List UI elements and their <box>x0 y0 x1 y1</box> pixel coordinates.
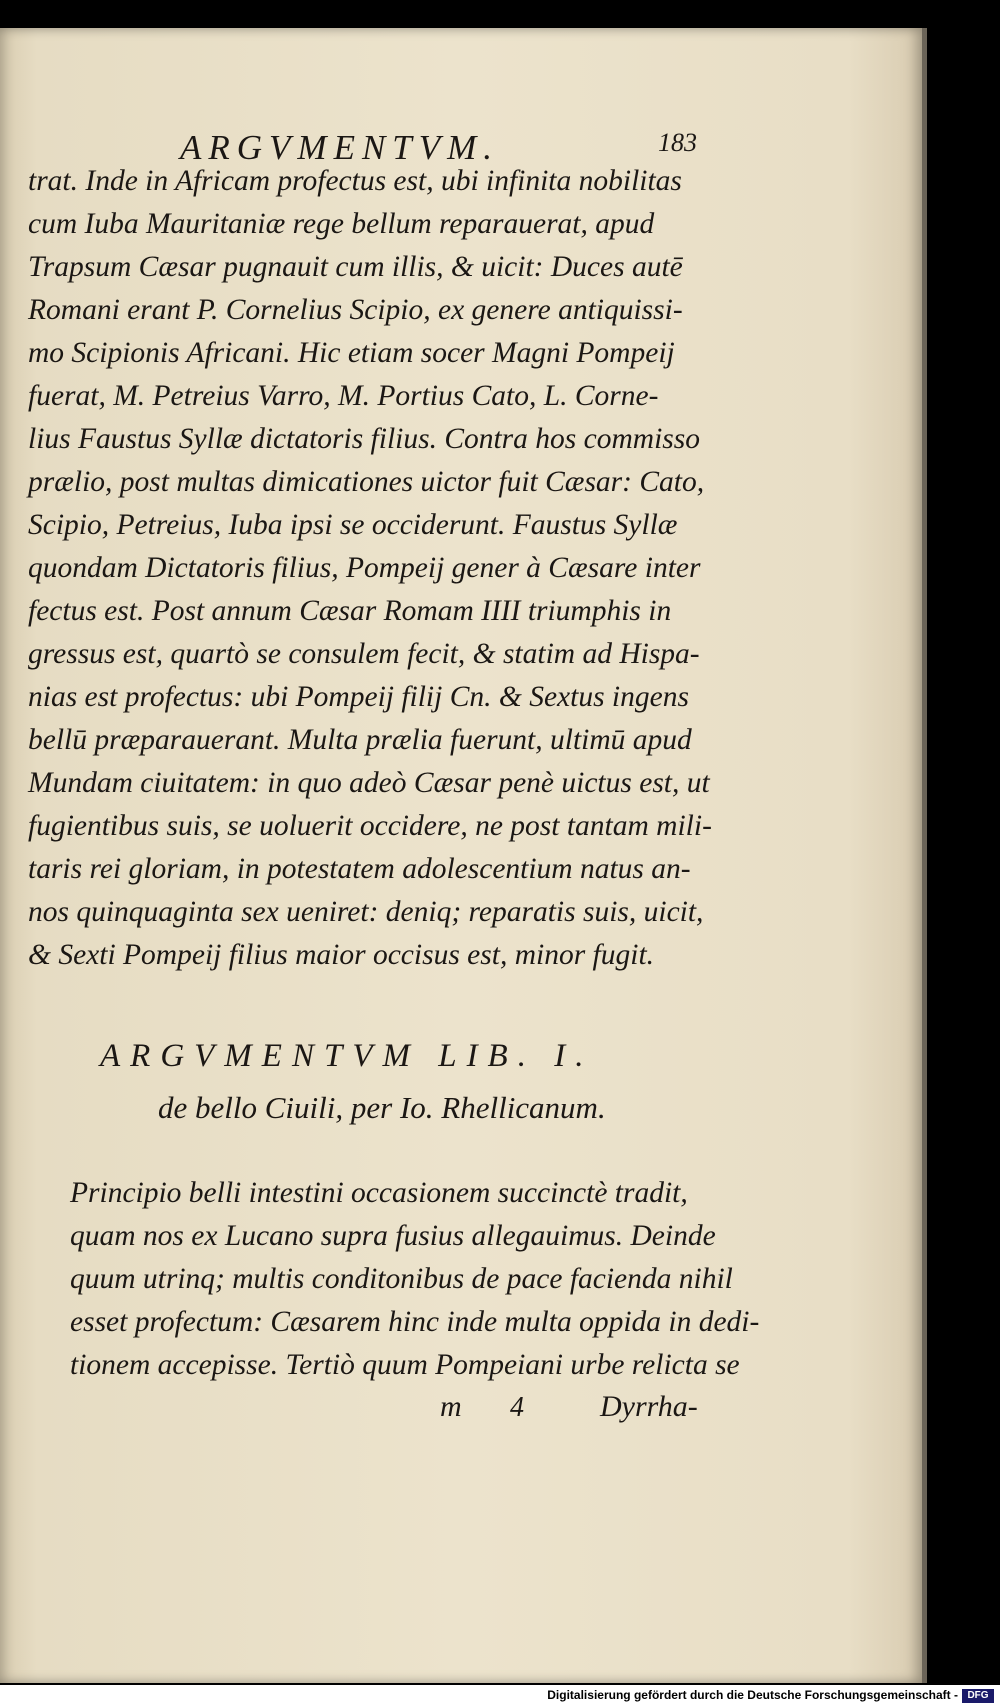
text-line: Trapsum Cæsar pugnauit cum illis, & uicit: Duces autē <box>28 251 683 283</box>
text-line: Romani erant P. Cornelius Scipio, ex genere antiquissi- <box>28 294 683 326</box>
text-line: gressus est, quartò se consulem fecit, & statim ad Hispa- <box>28 638 700 670</box>
text-line: Mundam ciuitatem: in quo adeò Cæsar penè uictus est, ut <box>28 767 710 799</box>
text-line: fectus est. Post annum Cæsar Romam IIII triumphis in <box>28 595 672 627</box>
text-line: fugientibus suis, se uoluerit occidere, ne post tantam mili- <box>28 810 712 842</box>
text-line: cum Iuba Mauritaniæ rege bellum reparauerat, apud <box>28 208 655 240</box>
page-edge <box>922 28 927 1683</box>
text-line: prælio, post multas dimicationes uictor fuit Cæsar: Cato, <box>28 466 705 498</box>
signature-letter: m <box>440 1390 462 1423</box>
body-text-first <box>28 160 748 977</box>
catchword: Dyrrha- <box>600 1390 698 1423</box>
dfg-logo-icon: DFG <box>962 1689 994 1703</box>
text-line: mo Scipionis Africani. Hic etiam socer Magni Pompeij <box>28 337 675 369</box>
text-line: fuerat, M. Petreius Varro, M. Portius Cato, L. Corne- <box>28 380 659 412</box>
page-number: 183 <box>658 128 697 157</box>
text-line: quum utrinq; multis conditonibus de pace facienda nihil <box>70 1263 733 1295</box>
section-subheading: de bello Ciuili, per Io. Rhellicanum. <box>158 1090 606 1125</box>
running-head: ARGVMENTVM. <box>180 128 500 167</box>
digitization-footer <box>0 1685 1000 1706</box>
text-line: nias est profectus: ubi Pompeij filij Cn. & Sextus ingens <box>28 681 689 713</box>
text-line: tionem accepisse. Tertiò quum Pompeiani urbe relicta se <box>70 1349 740 1381</box>
section-heading: ARGVMENTVM LIB. I. <box>100 1038 594 1074</box>
signature-number: 4 <box>510 1392 524 1423</box>
text-line: lius Faustus Syllæ dictatoris filius. Contra hos commisso <box>28 423 701 455</box>
text-line: esset profectum: Cæsarem hinc inde multa oppida in dedi- <box>70 1306 760 1338</box>
footer-text: Digitalisierung gefördert durch die Deutsche Forschungsgemeinschaft - <box>547 1688 958 1703</box>
text-line: Scipio, Petreius, Iuba ipsi se occiderunt. Faustus Syllæ <box>28 509 678 541</box>
text-line: nos quinquaginta sex ueniret: deniq; reparatis suis, uicit, <box>28 896 704 928</box>
text-line: trat. Inde in Africam profectus est, ubi infinita nobilitas <box>28 165 682 197</box>
text-line: quam nos ex Lucano supra fusius allegauimus. Deinde <box>70 1220 716 1252</box>
text-line: quondam Dictatoris filius, Pompeij gener à Cæsare inter <box>28 552 701 584</box>
text-line: bellū præparauerant. Multa prælia fuerunt, ultimū apud <box>28 724 692 756</box>
text-line: taris rei gloriam, in potestatem adolescentium natus an- <box>28 853 691 885</box>
text-line: Principio belli intestini occasionem succinctè tradit, <box>70 1177 688 1209</box>
text-line: & Sexti Pompeij filius maior occisus est, minor fugit. <box>28 939 655 971</box>
body-text-second <box>70 1172 760 1387</box>
